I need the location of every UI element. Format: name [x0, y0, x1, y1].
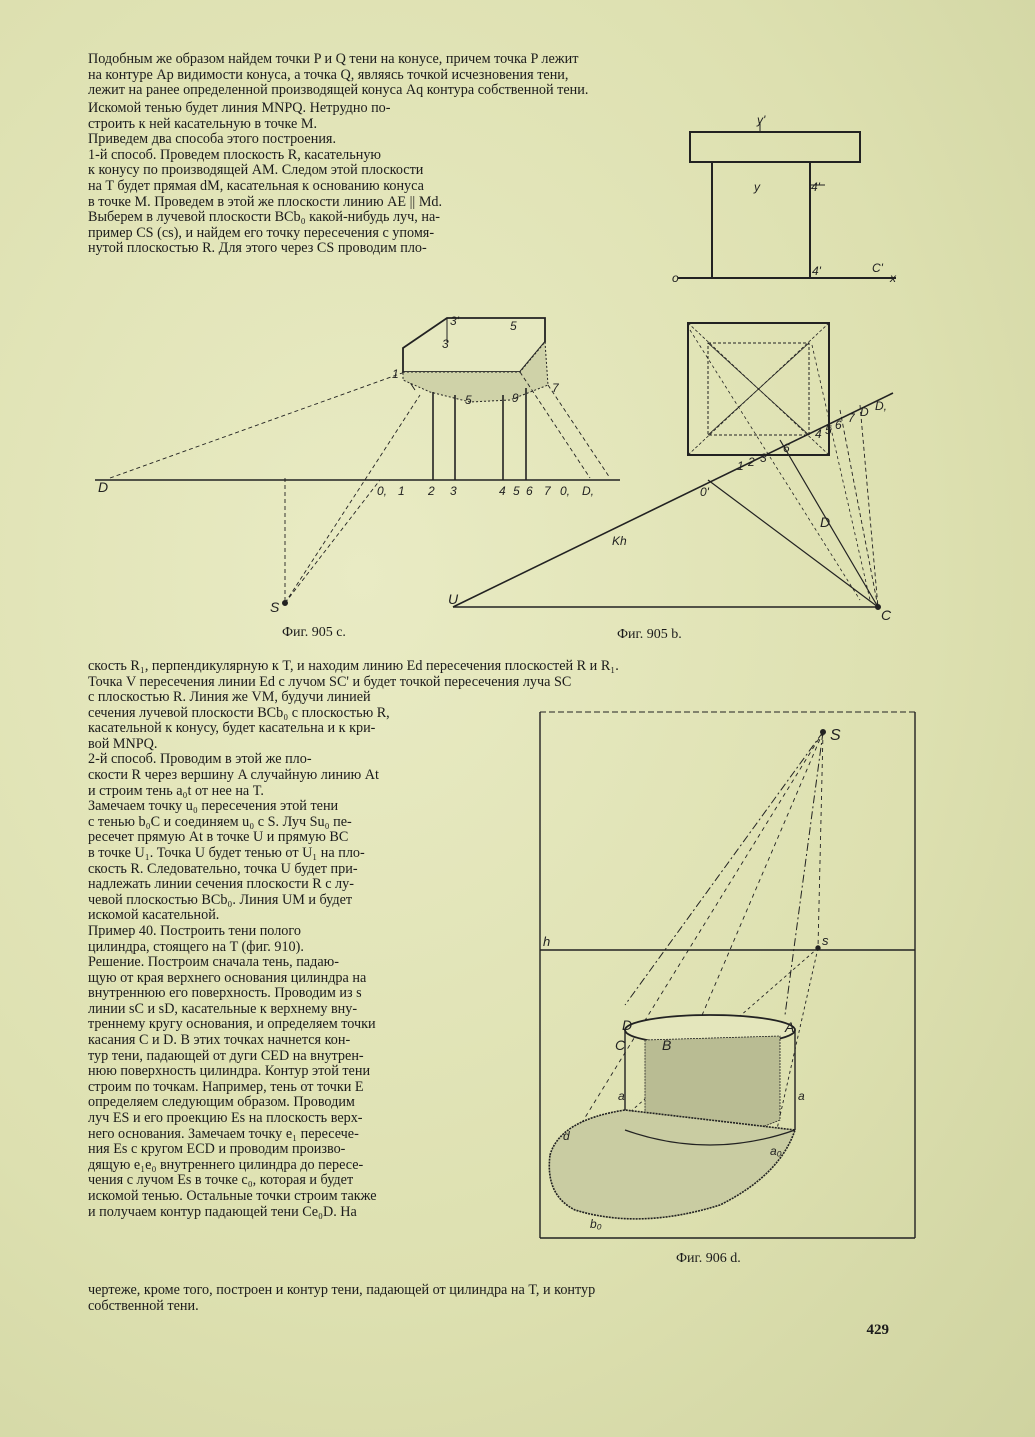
- fig-label: 7: [552, 381, 559, 395]
- text-line: с плоскостью R. Линия же VM, будучи линией: [88, 689, 371, 705]
- text-line: с тенью b₀C и соединяем u₀ с S. Луч Su₀ пе-: [88, 813, 352, 830]
- text-line: Пример 40. Построить тени полого: [88, 922, 301, 939]
- axis-label: 7: [544, 484, 551, 498]
- text-line: на T будет прямая dM, касательная к основанию конуса: [88, 177, 424, 194]
- text-line: Выберем в лучевой плоскости BCb₀ какой-нибудь луч, на-: [88, 209, 440, 226]
- axis-label: D,: [582, 484, 594, 498]
- text-line: строить к ней касательную в точке M.: [88, 115, 318, 132]
- text-line: надлежать линии сечения плоскости R с лу-: [88, 876, 354, 893]
- fig-label: s: [822, 933, 829, 948]
- text-line: собственной тени.: [88, 1297, 199, 1314]
- fig-label: 4': [812, 264, 821, 278]
- text-line: скость R₁, перпендикулярную к T, и находим линию Ed пересечения плоскостей R и R₁.: [88, 658, 619, 674]
- text-line: вой MNPQ.: [88, 735, 158, 752]
- text-line: скости R через вершину A случайную линию At: [88, 766, 379, 783]
- fig-label: 4: [815, 427, 822, 441]
- figure-906d: [540, 712, 915, 1238]
- text-line: внутреннюю его поверхность. Проводим из s: [88, 985, 362, 1002]
- fig-label: y: [754, 180, 760, 194]
- fig-label: C: [881, 607, 892, 623]
- text-line: определяем следующим образом. Проводим: [88, 1094, 355, 1111]
- fig-label: D: [860, 405, 869, 419]
- text-line: к конусу по производящей AM. Следом этой плоскости: [88, 162, 424, 179]
- text-line: луч ES и его проекцию Es на плоскость верх-: [88, 1110, 363, 1127]
- text-line: касательной к конусу, будет касательна и к кри-: [88, 720, 376, 737]
- fig-label: S: [830, 727, 841, 744]
- text-line: щую от края верхнего основания цилиндра на: [88, 969, 367, 986]
- text-line: искомой тенью. Остальные точки строим также: [88, 1188, 377, 1204]
- text-line: 2-й способ. Проводим в этой же пло-: [88, 751, 312, 768]
- fig-label: y': [757, 113, 766, 127]
- text-line: скость R. Следовательно, точка U будет при-: [88, 860, 358, 877]
- text-line: ния Es с кругом ECD и проводим произво-: [88, 1141, 346, 1158]
- fig-label: x: [890, 271, 896, 285]
- fig-label: 2: [748, 455, 755, 469]
- fig-label: D: [820, 514, 831, 530]
- fig-label: C: [615, 1037, 626, 1053]
- text-line: дящую e₁e₀ внутреннего цилиндра до пересе-: [88, 1156, 364, 1173]
- fig-label: 6: [783, 441, 790, 455]
- fig-label: B: [662, 1037, 672, 1053]
- figure-905c: [95, 314, 620, 615]
- axis-label: 0,: [377, 484, 388, 498]
- text-line: чевой плоскостью BCb₀. Линия UM и будет: [88, 891, 353, 908]
- fig-label: 3: [760, 451, 767, 465]
- fig-label: a₀: [770, 1144, 782, 1158]
- fig-label: Kh: [612, 534, 627, 548]
- text-line: строим по точкам. Например, тень от точки E: [88, 1078, 364, 1095]
- text-line: и получаем контур падающей тени Ce₀D. На: [88, 1203, 357, 1220]
- axis-label: 0,: [560, 484, 571, 498]
- fig-label: D,: [875, 399, 887, 413]
- fig-label: 7: [848, 411, 855, 425]
- text-line: нутой плоскостью R. Для этого через CS проводим пло-: [88, 240, 427, 257]
- fig-label: 6: [835, 418, 842, 432]
- fig-label: 5: [465, 393, 472, 407]
- caption-fig-906d: Фиг. 906 d.: [676, 1251, 741, 1266]
- fig-label: 4': [811, 180, 820, 194]
- fig-label: D: [98, 479, 109, 495]
- page-number: 429: [866, 1322, 889, 1338]
- fig-label: 3: [442, 337, 449, 351]
- text-line: в точке U₁. Точка U будет тенью от U₁ на пло-: [88, 844, 365, 861]
- fig-label: S: [270, 599, 280, 615]
- fig-label: a: [618, 1089, 625, 1103]
- axis-label: 4: [499, 484, 506, 498]
- fig-label: 0': [700, 485, 709, 499]
- text-line: пример CS (cs), и найдем его точку пересечения с упомя-: [88, 224, 435, 241]
- fig-label: d: [563, 1129, 570, 1143]
- text-line: треннему кругу основания, и определяем точки: [88, 1016, 376, 1033]
- text-line: ресечет прямую At в точке U и прямую BC: [88, 829, 349, 846]
- text-line: Подобным же образом найдем точки P и Q тени на конусе, причем точка P лежит: [88, 51, 579, 67]
- text-line: тур тени, падающей от дуги CED на внутрен-: [88, 1047, 364, 1064]
- text-line: и строим тень a₀t от нее на T.: [88, 782, 264, 799]
- text-line: Точка V пересечения линии Ed с лучом SC' и будет точкой пересечения луча SC: [88, 673, 572, 690]
- text-line: в точке M. Проведем в этой же плоскости линию AE || Md.: [88, 193, 443, 210]
- text-line: нюю поверхность цилиндра. Контур этой тени: [88, 1063, 371, 1080]
- fig-label: 3': [450, 314, 459, 328]
- text-line: Замечаем точку u₀ пересечения этой тени: [88, 798, 339, 815]
- text-line: искомой касательной.: [88, 907, 220, 924]
- fig-label: 5: [825, 423, 832, 437]
- axis-label: 6: [526, 484, 533, 498]
- fig-label: U: [448, 591, 459, 607]
- text-line: на контуре Ap видимости конуса, а точка Q, являясь точкой исчезновения тени,: [88, 66, 569, 83]
- figure-905b-top: [672, 113, 897, 285]
- caption-fig-905b: Фиг. 905 b.: [617, 627, 682, 642]
- text-line: Приведем два способа этого построения.: [88, 131, 336, 148]
- text-line: цилиндра, стоящего на T (фиг. 910).: [88, 938, 304, 955]
- fig-label: D: [622, 1017, 633, 1033]
- fig-label: b₀: [590, 1217, 602, 1231]
- fig-label: 9: [512, 391, 519, 405]
- fig-label: A: [785, 1019, 795, 1035]
- text-line: 1-й способ. Проведем плоскость R, касательную: [88, 146, 382, 163]
- text-line: касания C и D. В этих точках начнется кон-: [88, 1032, 351, 1049]
- axis-label: 5: [513, 484, 520, 498]
- text-line: чения с лучом Es в точке c₀, которая и будет: [88, 1172, 354, 1189]
- fig-label: 5: [510, 319, 517, 333]
- fig-label: o: [672, 271, 679, 285]
- axis-label: 1: [398, 484, 405, 498]
- text-line: линии sC и sD, касательные к верхнему вну-: [88, 1000, 358, 1017]
- fig-label: a: [798, 1089, 805, 1103]
- axis-label: 3: [450, 484, 457, 498]
- axis-label: 2: [428, 484, 435, 498]
- text-line: Решение. Построим сначала тень, падаю-: [88, 954, 339, 971]
- fig-label: 1: [737, 459, 744, 473]
- text-line: чертеже, кроме того, построен и контур тени, падающей от цилиндра на T, и контур: [88, 1282, 596, 1298]
- fig-label: h: [543, 934, 551, 949]
- caption-fig-905c: Фиг. 905 c.: [282, 625, 346, 640]
- text-line: сечения лучевой плоскости BCb₀ с плоскостью R,: [88, 704, 390, 721]
- text-line: лежит на ранее определенной производящей конуса Aq контура собственной тени.: [88, 82, 589, 99]
- fig-label: C': [872, 261, 883, 275]
- text-line: Искомой тенью будет линия MNPQ. Нетрудно по-: [88, 100, 391, 116]
- text-line: него основания. Замечаем точку e₁ пересече-: [88, 1125, 359, 1142]
- fig-label: 1: [392, 367, 399, 381]
